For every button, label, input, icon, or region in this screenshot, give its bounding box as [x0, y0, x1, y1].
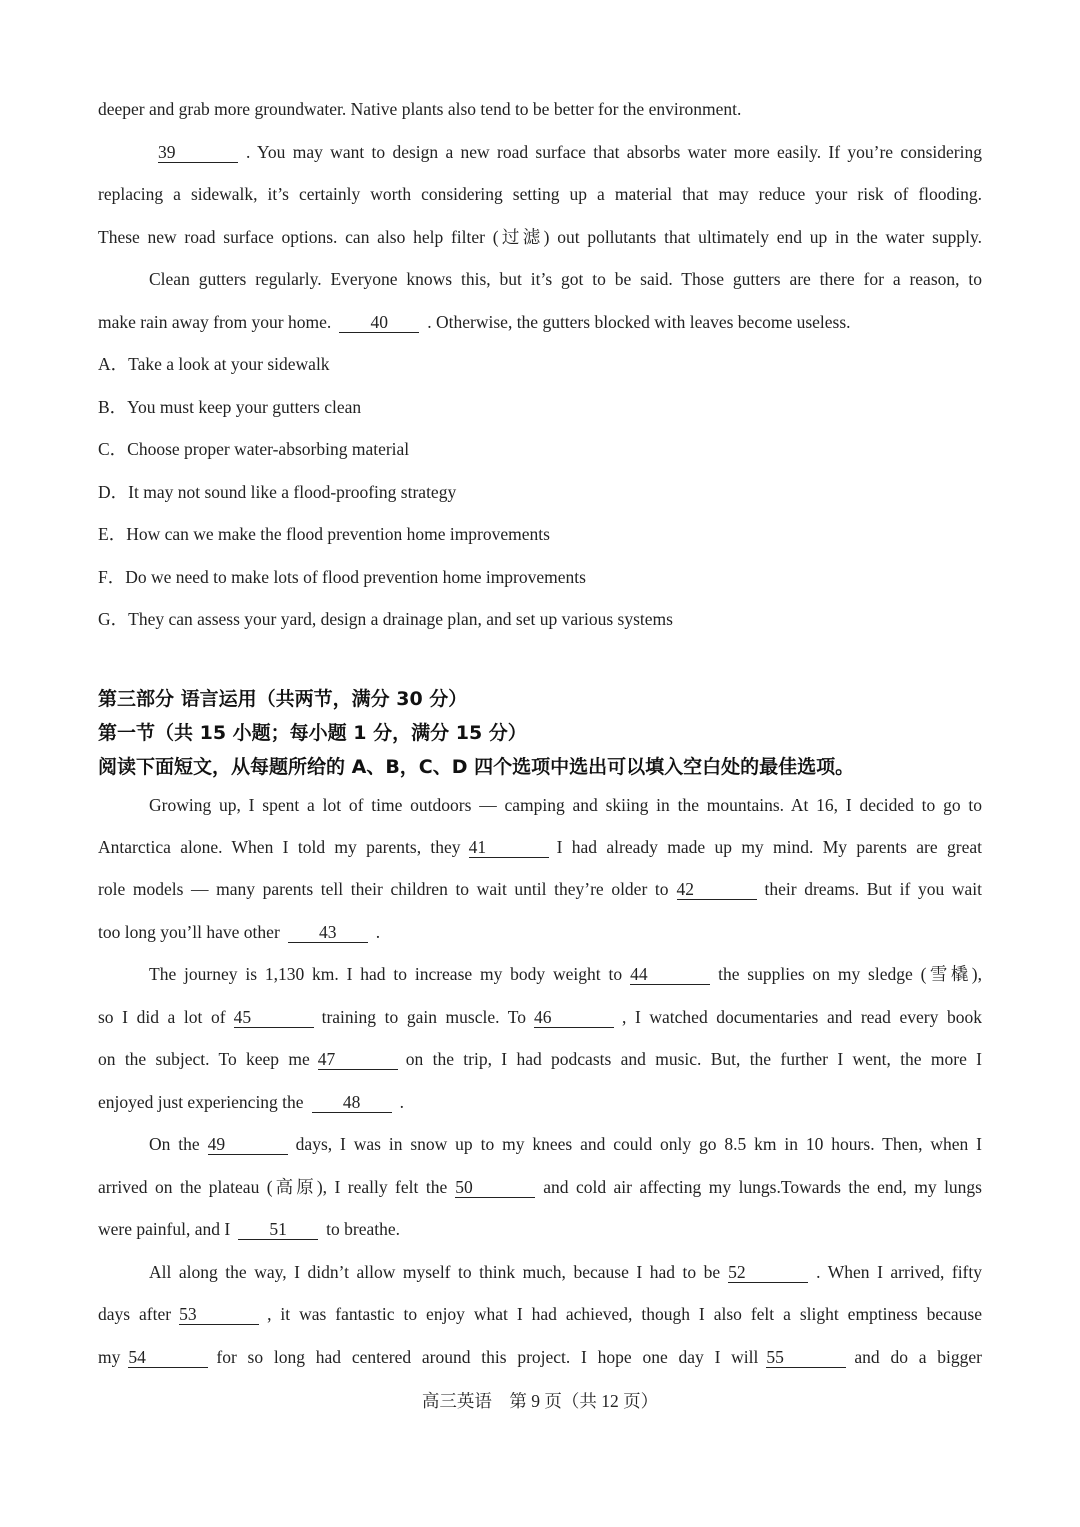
- passage-line: replacing a sidewalk, it’s certainly worth considering setting up a material that may reduce your risk of flooding.: [98, 184, 982, 204]
- option-c: C．Choose proper water-absorbing material: [98, 439, 410, 459]
- instruction-heading: 阅读下面短文，从每题所给的 A、B，C、D 四个选项中选出可以填入空白处的最佳选项。: [98, 756, 855, 778]
- answer-blank[interactable]: 42: [677, 880, 757, 900]
- passage-line: my 54 for so long had centered around this project. I hope one day I will 55 and do a bigger: [98, 1347, 982, 1367]
- passage-line: make rain away from your home. 40 . Otherwise, the gutters blocked with leaves become useless.: [98, 312, 851, 332]
- answer-blank[interactable]: 51: [238, 1220, 318, 1240]
- option-d: D．It may not sound like a flood-proofing strategy: [98, 482, 457, 502]
- answer-blank[interactable]: 49: [208, 1135, 288, 1155]
- passage-line: role models — many parents tell their children to wait until they’re older to 42 their dreams. But if you wait: [98, 879, 982, 899]
- page-footer: 高三英语 第 9 页（共 12 页）: [421, 1391, 659, 1411]
- option-e: E．How can we make the flood prevention home improvements: [98, 524, 550, 544]
- answer-blank[interactable]: 46: [534, 1008, 614, 1028]
- answer-blank[interactable]: 55: [766, 1348, 846, 1368]
- passage-line: Growing up, I spent a lot of time outdoors — camping and skiing in the mountains. At 16, I decided to go to: [149, 795, 982, 815]
- answer-blank[interactable]: 39: [158, 143, 238, 163]
- passage-line: too long you’ll have other 43 .: [98, 922, 381, 942]
- answer-blank[interactable]: 50: [455, 1178, 535, 1198]
- passage-line: deeper and grab more groundwater. Native plants also tend to be better for the environment.: [98, 99, 742, 119]
- passage-line: The journey is 1,130 km. I had to increase my body weight to 44 the supplies on my sledge (雪橇),: [149, 964, 982, 984]
- passage-line: were painful, and I 51 to breathe.: [98, 1219, 401, 1239]
- answer-blank[interactable]: 53: [179, 1305, 259, 1325]
- passage-line: 39 . You may want to design a new road surface that absorbs water more easily. If you’re considering: [158, 142, 982, 162]
- answer-blank[interactable]: 52: [728, 1263, 808, 1283]
- option-f: F．Do we need to make lots of flood prevention home improvements: [98, 567, 586, 587]
- part-heading: 第三部分 语言运用（共两节，满分 30 分）: [98, 688, 468, 710]
- section-heading: 第一节（共 15 小题；每小题 1 分，满分 15 分）: [98, 722, 527, 744]
- answer-blank[interactable]: 43: [288, 923, 368, 943]
- option-b: B．You must keep your gutters clean: [98, 397, 362, 417]
- passage-line: on the subject. To keep me 47 on the trip, I had podcasts and music. But, the further I went, the more I: [98, 1049, 983, 1069]
- answer-blank[interactable]: 47: [318, 1050, 398, 1070]
- passage-line: Clean gutters regularly. Everyone knows this, but it’s got to be said. Those gutters are there for a reason, to: [149, 269, 982, 289]
- passage-line: Antarctica alone. When I told my parents, they 41 I had already made up my mind. My parents are great: [98, 837, 982, 857]
- answer-blank[interactable]: 45: [234, 1008, 314, 1028]
- answer-blank[interactable]: 40: [339, 313, 419, 333]
- answer-blank[interactable]: 54: [128, 1348, 208, 1368]
- passage-line: On the 49 days, I was in snow up to my knees and could only go 8.5 km in 10 hours. Then, when I: [149, 1134, 982, 1154]
- passage-line: enjoyed just experiencing the 48 .: [98, 1092, 404, 1112]
- option-a: A．Take a look at your sidewalk: [98, 354, 330, 374]
- passage-line: All along the way, I didn’t allow myself to think much, because I had to be 52 . When I arrived, fifty: [149, 1262, 983, 1282]
- passage-line: These new road surface options. can also help filter (过滤) out pollutants that ultimately end up in the water supply.: [98, 227, 982, 247]
- answer-blank[interactable]: 44: [630, 965, 710, 985]
- option-g: G．They can assess your yard, design a drainage plan, and set up various systems: [98, 609, 673, 629]
- passage-line: arrived on the plateau (高原), I really felt the 50 and cold air affecting my lungs.Towards the end, my lungs: [98, 1177, 982, 1197]
- answer-blank[interactable]: 48: [312, 1093, 392, 1113]
- passage-line: days after 53 , it was fantastic to enjoy what I had achieved, though I also felt a slight emptiness because: [98, 1304, 983, 1324]
- answer-blank[interactable]: 41: [469, 838, 549, 858]
- passage-line: so I did a lot of 45 training to gain muscle. To 46 , I watched documentaries and read every book: [98, 1007, 982, 1027]
